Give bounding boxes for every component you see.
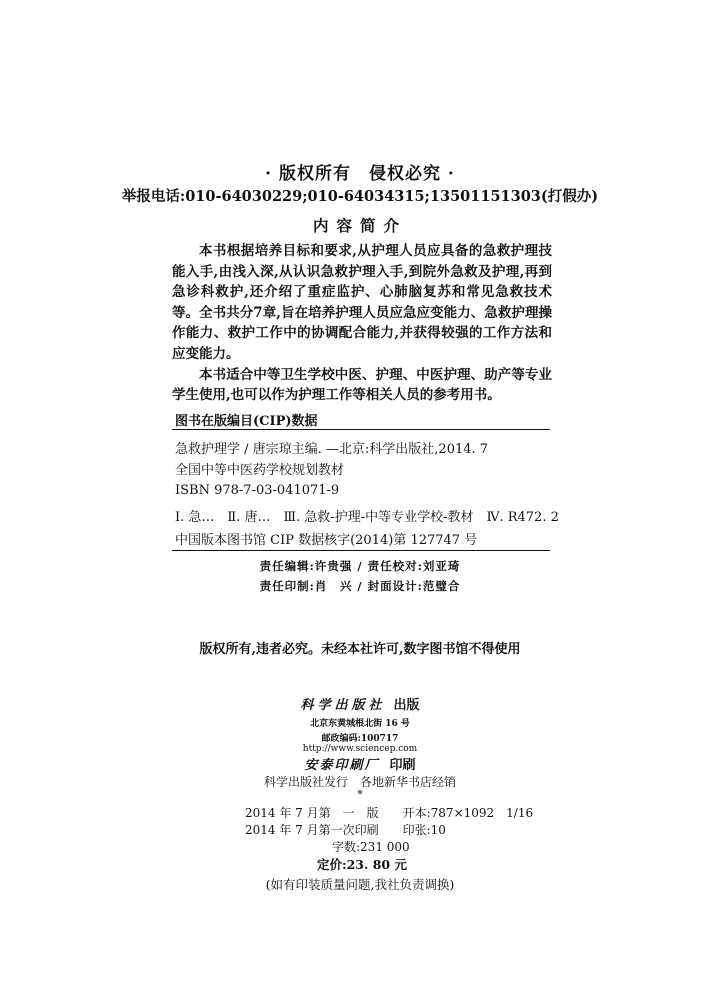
price: 定价:23. 80 元 xyxy=(317,857,407,872)
summary-paragraph-1: 本书根据培养目标和要求,从护理人员应具备的急救护理技能入手,由浅入深,从认识急救护理入手,到院外急救及护理,再到急诊科救护,还介绍了重症监护、心肺脑复苏和常见急救技术等。全书共分7章,旨在培养护理人员应急应变能力、急救护理操作能力、救护工作中的协调配合能力,并获得较强的工作方法和应变能力。 xyxy=(172,243,552,362)
publisher-postcode: 邮政编码:100717 xyxy=(321,734,399,744)
printing-line: 2014 年 7 月第一次印刷 印张:10 xyxy=(245,823,446,837)
copyright-heading: · 版权所有 侵权必究 · xyxy=(265,164,455,184)
publisher-address: 北京东黄城根北街 16 号 xyxy=(310,719,410,729)
distribution-line: 科学出版社发行 各地新华书店经销 xyxy=(263,775,456,789)
cip-line-classification: Ⅰ. 急… Ⅱ. 唐… Ⅲ. 急救-护理-中等专业学校-教材 Ⅳ. R472. 2 xyxy=(175,510,559,525)
cip-line-record-number: 中国版本图书馆 CIP 数据核字(2014)第 127747 号 xyxy=(175,533,478,548)
printer-line xyxy=(0,754,720,773)
edition-line: 2014 年 7 月第 一 版 开本:787×1092 1/16 xyxy=(245,806,534,820)
word-count: 字数:231 000 xyxy=(332,840,410,854)
cip-title: 图书在版编目(CIP)数据 xyxy=(175,414,318,429)
publisher-line xyxy=(0,694,720,713)
publisher-name: 科学出版社 xyxy=(300,698,386,713)
cip-line-title: 急救护理学 / 唐宗琼主编. —北京:科学出版社,2014. 7 xyxy=(175,442,489,457)
separator-star: * xyxy=(357,788,363,801)
printer-name: 安泰印刷厂 xyxy=(304,758,380,773)
responsible-printing: 责任印制:肖 兴 / 封面设计:范璧合 xyxy=(259,579,461,593)
responsible-editors: 责任编辑:许贵强 / 责任校对:刘亚琦 xyxy=(259,559,461,573)
summary-paragraph-2: 本书适合中等卫生学校中医、护理、中医护理、助产等专业学生使用,也可以作为护理工作等相关人员的参考用书。 xyxy=(172,366,552,404)
cip-line-series: 全国中等中医药学校规划教材 xyxy=(175,463,345,478)
publisher-action: 出版 xyxy=(393,698,420,713)
quality-note: (如有印装质量问题,我社负责调换) xyxy=(265,877,455,892)
summary-text xyxy=(172,241,552,406)
cip-line-isbn: ISBN 978-7-03-041071-9 xyxy=(175,483,340,498)
rights-notice: 版权所有,违者必究。未经本社许可,数字图书馆不得使用 xyxy=(199,642,521,657)
printer-action: 印刷 xyxy=(389,758,416,773)
report-hotline: 举报电话:010-64030229;010-64034315;13501151303(打假办) xyxy=(121,188,599,205)
publisher-url: http://www.sciencep.com xyxy=(302,744,418,754)
summary-title: 内容简介 xyxy=(312,216,407,235)
